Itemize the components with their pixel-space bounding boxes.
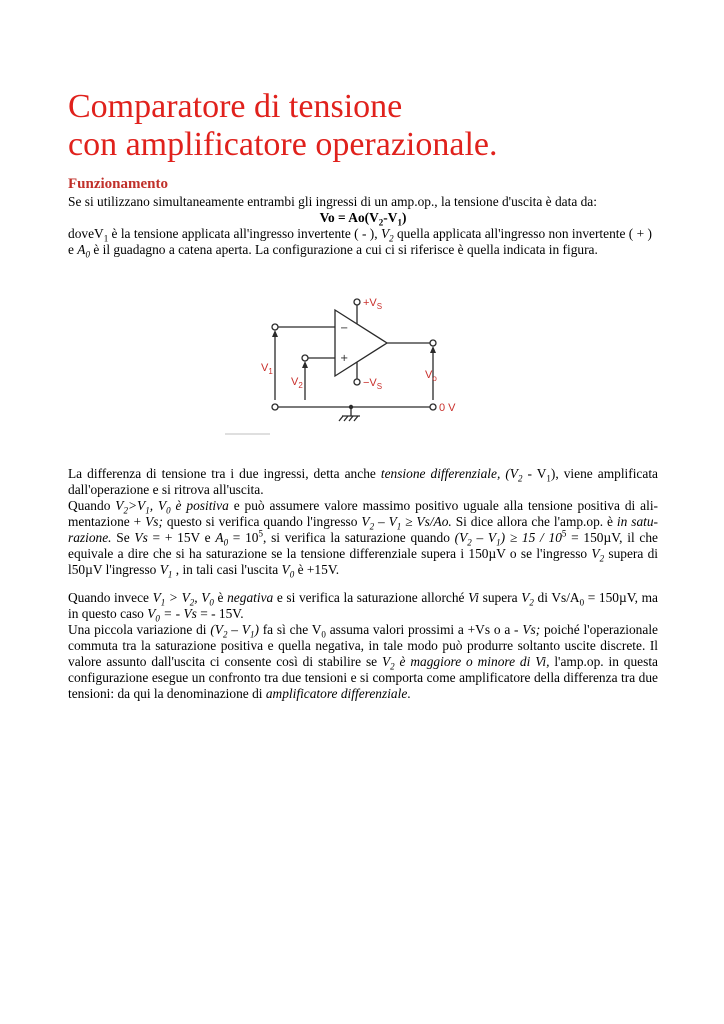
v2-label: $V_2$: [291, 376, 303, 390]
section-heading: Funzionamento: [68, 176, 169, 192]
inverting-sign: −: [340, 323, 349, 334]
paragraph-discrete-output: Una piccola variazione di $(V_2 - V_1)$ fa sì che $V_0$ assuma valori prossimi a +Vs o a - Vs; poiché l'operazionale commuta tra la saturazione positiva e quella negativa, in tale modo può produrre soltanto uscite discrete. Il valore assunto dall'uscita ci consente così di stabilire se $V_2$ è maggiore o minore di Vi, l'amp.op. in questa configurazione esegue un confronto tra due tensioni e si comporta come amplificatore della differenza tra due tensioni: da qui la denominazione di amplificatore differenziale.: [68, 622, 658, 701]
opamp-triangle: [335, 310, 387, 376]
comparator-circuit-diagram: [225, 282, 475, 442]
title-line-2: con amplificatore operazionale.: [68, 126, 498, 163]
title-line-1: Comparatore di tensione: [68, 88, 403, 125]
vs-minus-label: $-V_S$: [363, 377, 383, 391]
paragraph-differential: La differenza di tensione tra i due ingressi, detta anche tensione differenziale, $(V_2 - V_1)$, viene amplificata dall'operazione e si ritrova all'uscita.: [68, 466, 658, 497]
page-title: [68, 88, 498, 164]
zero-volt-label: 0 V: [439, 402, 456, 414]
vs-plus-label: $+V_S$: [363, 297, 383, 311]
vo-label: $V_o$: [425, 369, 437, 383]
v1-label: $V_1$: [261, 362, 273, 376]
paragraph-positive-saturation: Quando $V_2>V_1$, $V_0$ è positiva e può assumere valore massimo positivo uguale alla tensione positiva di ali-mentazione + Vs; questo si verifica quando l'ingresso $V_2 - V_1 \ge Vs/Ao$. Si dice allora che l'amp.op. è in satu-razione. Se Vs = + 15V e $A_0 = 10^5$, si verifica la saturazione quando $(V_2 - V_1) \ge 15 / 10^5 = 150\mu V$, il che equivale a dire che si ha saturazione se la tensione differenziale supera i 150µV o se l'ingresso $V_2$ supera di l50µV l'ingresso $V_1$ , in tali casi l'uscita $V_0$ è +15V.: [68, 498, 659, 580]
noninverting-sign: +: [340, 353, 349, 364]
formula: $Vo = Ao(V_2-V_1)$: [319, 210, 407, 228]
intro-paragraph: Se si utilizzano simultaneamente entrambi gli ingressi di un amp.op., la tensione d'uscita è data da:: [68, 194, 597, 209]
definition-paragraph: doveV$_1$ è la tensione applicata all'ingresso invertente ( - ), $V_2$ quella applicata all'ingresso non invertente ( + ) e $A_0$ è il guadagno a catena aperta. La configurazione a cui ci si riferisce è quella indicata in figura.: [68, 226, 652, 260]
paragraph-negative-saturation: Quando invece $V_1 > V_2$, $V_0$ è negativa e si verifica la saturazione allorché Vi supera $V_2$ di $Vs/A_0 = 150\mu V$, ma in questo caso $V_0$ = - Vs = - 15V.: [68, 590, 658, 624]
